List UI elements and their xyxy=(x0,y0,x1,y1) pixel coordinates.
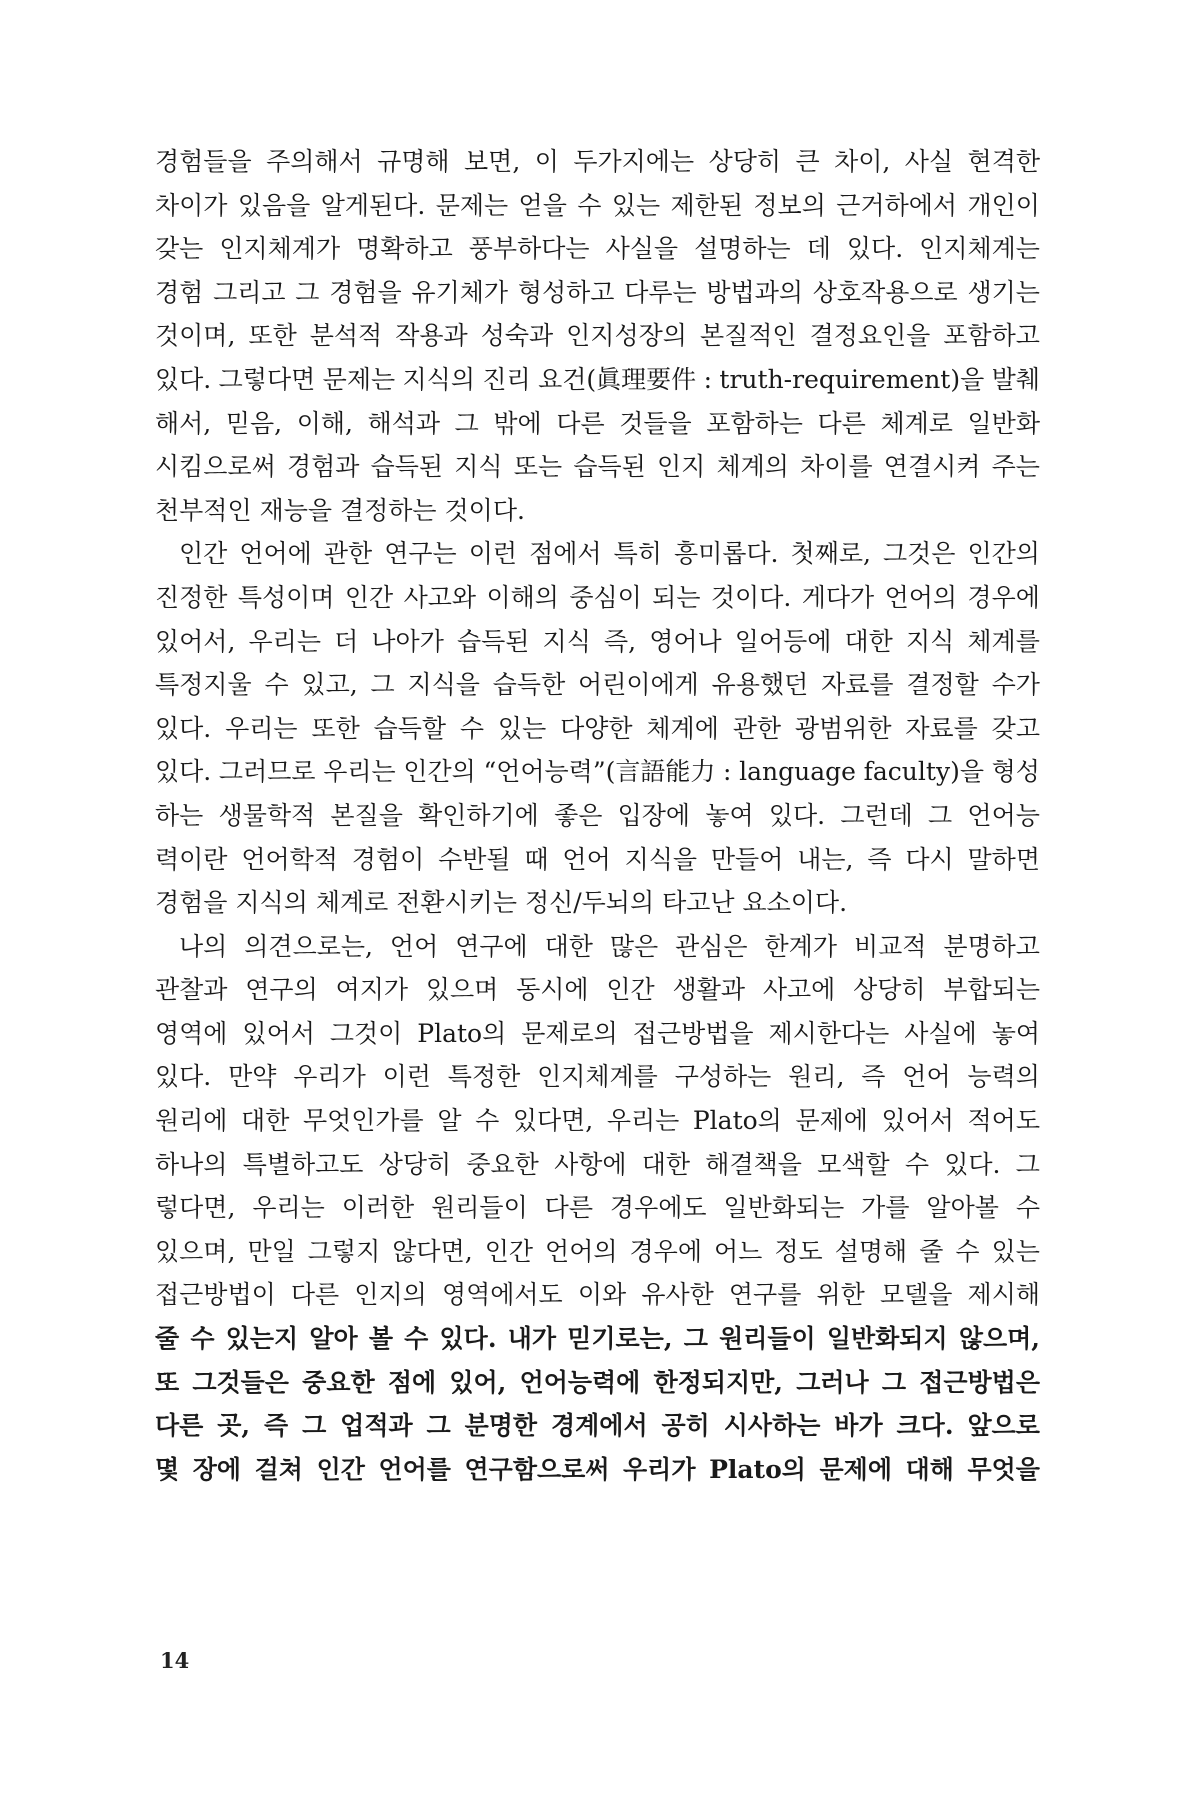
paragraph xyxy=(155,140,1040,532)
text-line: 다른 곳, 즉 그 업적과 그 분명한 경계에서 공히 시사하는 바가 크다. 앞으로 xyxy=(155,1411,1040,1441)
text-line: 차이가 있음을 알게된다. 문제는 얻을 수 있는 제한된 정보의 근거하에서 개인이 xyxy=(155,190,1040,220)
text-line: 렇다면, 우리는 이러한 원리들이 다른 경우에도 일반화되는 가를 알아볼 수 xyxy=(155,1193,1040,1223)
text-line: 있어서, 우리는 더 나아가 습득된 지식 즉, 영어나 일어등에 대한 지식 체계를 xyxy=(155,626,1040,656)
text-line: 또 그것들은 중요한 점에 있어, 언어능력에 한정되지만, 그러나 그 접근방법은 xyxy=(155,1367,1040,1397)
text-line: 관찰과 연구의 여지가 있으며 동시에 인간 생활과 사고에 상당히 부합되는 xyxy=(155,975,1040,1005)
text-line: 영역에 있어서 그것이 Plato의 문제로의 접근방법을 제시한다는 사실에 놓여 xyxy=(155,1018,1040,1048)
text-line: 있다. 우리는 또한 습득할 수 있는 다양한 체계에 관한 광범위한 자료를 갖고 xyxy=(155,713,1040,743)
text-line: 인간 언어에 관한 연구는 이런 점에서 특히 흥미롭다. 첫째로, 그것은 인간의 xyxy=(179,539,1040,569)
text-line: 시킴으로써 경험과 습득된 지식 또는 습득된 인지 체계의 차이를 연결시켜 주는 xyxy=(155,452,1040,482)
text-line: 있다. 그러므로 우리는 인간의 “언어능력”(言語能力 : language faculty)을 형성 xyxy=(155,757,1040,787)
text-line: 해서, 믿음, 이해, 해석과 그 밖에 다른 것들을 포함하는 다른 체계로 일반화 xyxy=(155,408,1040,438)
text-line: 접근방법이 다른 인지의 영역에서도 이와 유사한 연구를 위한 모델을 제시해 xyxy=(155,1280,1040,1310)
text-line: 하는 생물학적 본질을 확인하기에 좋은 입장에 놓여 있다. 그런데 그 언어능 xyxy=(155,800,1040,830)
text-line: 경험 그리고 그 경험을 유기체가 형성하고 다루는 방법과의 상호작용으로 생기는 xyxy=(155,277,1040,307)
text-line: 특정지울 수 있고, 그 지식을 습득한 어린이에게 유용했던 자료를 결정할 수가 xyxy=(155,670,1040,700)
body-text xyxy=(155,140,1040,1491)
text-line: 있다. 그렇다면 문제는 지식의 진리 요건(眞理要件 : truth-requirement)을 발췌 xyxy=(155,364,1040,394)
paragraph xyxy=(155,925,1040,1492)
text-line: 원리에 대한 무엇인가를 알 수 있다면, 우리는 Plato의 문제에 있어서 적어도 xyxy=(155,1106,1040,1136)
paragraph xyxy=(155,532,1040,924)
text-line: 있다. 만약 우리가 이런 특정한 인지체계를 구성하는 원리, 즉 언어 능력의 xyxy=(155,1062,1040,1092)
text-line: 력이란 언어학적 경험이 수반될 때 언어 지식을 만들어 내는, 즉 다시 말하면 xyxy=(155,844,1040,874)
text-line: 몇 장에 걸쳐 인간 언어를 연구함으로써 우리가 Plato의 문제에 대해 무엇을 xyxy=(155,1454,1040,1484)
text-line: 천부적인 재능을 결정하는 것이다. xyxy=(155,495,525,525)
text-line: 줄 수 있는지 알아 볼 수 있다. 내가 믿기로는, 그 원리들이 일반화되지 않으며, xyxy=(155,1324,1040,1354)
text-line: 나의 의견으로는, 언어 연구에 대한 많은 관심은 한계가 비교적 분명하고 xyxy=(179,931,1040,961)
text-line: 것이며, 또한 분석적 작용과 성숙과 인지성장의 본질적인 결정요인을 포함하고 xyxy=(155,321,1040,351)
text-line: 하나의 특별하고도 상당히 중요한 사항에 대한 해결책을 모색할 수 있다. 그 xyxy=(155,1149,1040,1179)
text-line: 경험을 지식의 체계로 전환시키는 정신/두뇌의 타고난 요소이다. xyxy=(155,888,848,918)
text-line: 진정한 특성이며 인간 사고와 이해의 중심이 되는 것이다. 게다가 언어의 경우에 xyxy=(155,582,1040,612)
text-line: 있으며, 만일 그렇지 않다면, 인간 언어의 경우에 어느 정도 설명해 줄 수 있는 xyxy=(155,1236,1040,1266)
page-number: 14 xyxy=(160,1648,190,1673)
text-line: 경험들을 주의해서 규명해 보면, 이 두가지에는 상당히 큰 차이, 사실 현격한 xyxy=(155,147,1040,176)
text-line: 갖는 인지체계가 명확하고 풍부하다는 사실을 설명하는 데 있다. 인지체계는 xyxy=(155,234,1040,264)
